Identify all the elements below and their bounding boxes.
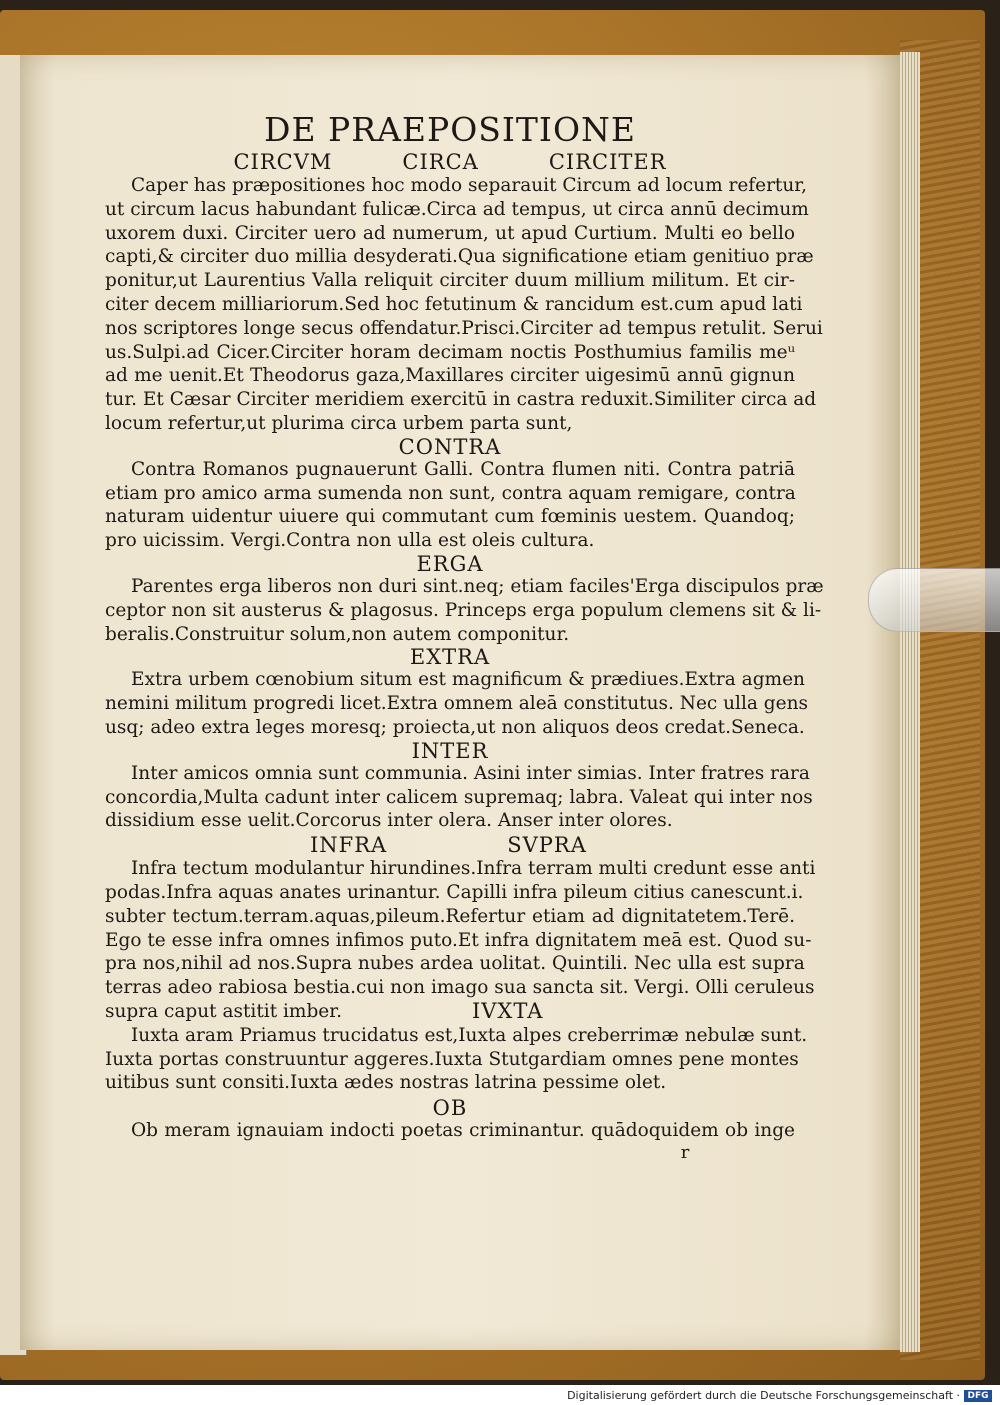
subheading: CIRCVM xyxy=(233,150,333,174)
paragraph-circum xyxy=(105,174,823,436)
text-line: capti,& circiter duo millia desyderati.Qua significatione etiam genitiuo præ xyxy=(105,246,814,268)
text-line: Ego te esse infra omnes infimos puto.Et infra dignitatem meā est. Quod su- xyxy=(105,929,812,951)
dfg-logo: DFG xyxy=(964,1390,992,1402)
page-title: DE PRAEPOSITIONE xyxy=(264,110,636,149)
text-line: ad me uenit.Et Theodorus gaza,Maxillares circiter uigesimū annū gignun xyxy=(105,365,795,387)
text-line: Contra Romanos pugnauerunt Galli. Contra flumen niti. Contra patriā xyxy=(131,458,795,480)
funding-notice: Digitalisierung gefördert durch die Deutsche Forschungsgemeinschaft · xyxy=(567,1389,960,1402)
text-line: nemini militum progredi licet.Extra omnem aleā constitutus. Nec ulla gens xyxy=(105,693,808,715)
subheading: CIRCA xyxy=(402,150,479,174)
text-line: Ob meram ignauiam indocti poetas criminantur. quādoquidem ob inge xyxy=(131,1120,795,1142)
section-heading: OB xyxy=(432,1096,468,1121)
text-line: subter tectum.terram.aquas,pileum.Refertur etiam ad dignitatetem.Terē. xyxy=(105,905,795,927)
subheading: CIRCITER xyxy=(548,150,667,174)
text-line: ceptor non sit austerus & plagosus. Princeps erga populum clemens sit & li- xyxy=(105,599,822,621)
text-line: tur. Et Cæsar Circiter meridiem exercitū in castra reduxit.Similiter circa ad xyxy=(105,389,817,411)
section-heading: EXTRA xyxy=(409,645,491,670)
paragraph-infra-supra xyxy=(105,857,816,1024)
text-line: dissidium esse uelit.Corcorus inter olera. Anser inter olores. xyxy=(105,810,673,832)
footer-bar xyxy=(0,1388,1000,1405)
text-line: Iuxta aram Priamus trucidatus est,Iuxta alpes creberrimæ nebulæ sunt. xyxy=(131,1024,808,1046)
section-heading: IVXTA xyxy=(471,998,544,1023)
text-line: locum refertur,ut plurima circa urbem parta sunt, xyxy=(105,412,573,434)
text-line: etiam pro amico arma sumenda non sunt, contra aquam remigare, contra xyxy=(105,482,796,504)
text-line: naturam uidentur uiuere qui commutant cum fœminis uestem. Quandoq; xyxy=(105,506,795,528)
page-text xyxy=(105,110,824,1163)
text-line: ut circum lacus habundant fulicæ.Circa ad tempus, ut circa annū decimum xyxy=(105,198,809,220)
page-stack-edge xyxy=(900,52,920,1352)
text-line: Extra urbem cœnobium situm est magnificum & prædiues.Extra agmen xyxy=(131,669,805,691)
page-clip xyxy=(868,568,1000,632)
text-fragment: supra caput astitit imber. xyxy=(105,1000,342,1022)
text-line: pra nos,nihil ad nos.Supra nubes ardea uolitat. Quintili. Nec ulla est supra xyxy=(105,953,805,975)
text-line: pro uicissim. Vergi.Contra non ulla est oleis cultura. xyxy=(105,530,595,552)
subheading-row xyxy=(105,833,795,857)
text-line: concordia,Multa cadunt inter calicem supremaq; labra. Valeat qui inter nos xyxy=(105,786,813,808)
text-line: usq; adeo extra leges moresq; proiecta,ut non aliquos deos credat.Seneca. xyxy=(105,716,805,738)
section-heading: ERGA xyxy=(416,551,484,576)
text-line: uitibus sunt consiti.Iuxta ædes nostras latrina pessime olet. xyxy=(105,1072,667,1094)
text-line: podas.Infra aquas anates urinantur. Capilli infra pileum citius canescunt.i. xyxy=(105,881,804,903)
text-line: ponitur,ut Laurentius Valla reliquit circiter duum millium militum. Et cir- xyxy=(105,270,795,292)
text-line: beralis.Construitur solum,non autem componitur. xyxy=(105,623,570,645)
text-line: Infra tectum modulantur hirundines.Infra terram multi credunt esse anti xyxy=(131,858,816,880)
section-heading: INTER xyxy=(411,738,489,763)
text-line xyxy=(105,1000,795,1024)
paragraph-erga xyxy=(105,575,824,646)
text-line: Parentes erga liberos non duri sint.neq; etiam faciles'Erga discipulos præ xyxy=(131,575,824,597)
paragraph-extra xyxy=(105,668,808,739)
text-line: Iuxta portas construuntur aggeres.Iuxta Stutgardiam omnes pene montes xyxy=(105,1048,799,1070)
subheading-row xyxy=(105,150,795,174)
text-line: Caper has præpositiones hoc modo separauit Circum ad locum refertur, xyxy=(131,175,807,196)
text-line: nos scriptores longe secus offendatur.Prisci.Circiter ad tempus retulit. Serui xyxy=(105,317,823,339)
section-heading: CONTRA xyxy=(398,434,502,459)
signature-mark: r xyxy=(680,1141,690,1163)
text-line: citer decem milliariorum.Sed hoc fetutinum & rancidum est.cum apud lati xyxy=(105,293,803,315)
paragraph-iuxta xyxy=(105,1024,808,1095)
text-line: us.Sulpi.ad Cicer.Circiter horam decimam noctis Posthumius familis meᵘ xyxy=(105,341,795,363)
text-line: Inter amicos omnia sunt communia. Asini inter simias. Inter fratres rara xyxy=(131,762,810,784)
paragraph-inter xyxy=(105,762,813,833)
text-line: uxorem duxi. Circiter uero ad numerum, ut apud Curtium. Multi eo bello xyxy=(105,222,795,244)
paragraph-contra xyxy=(105,458,795,553)
text-line: terras adeo rabiosa bestia.cui non imago sua sancta sit. Vergi. Olli ceruleus xyxy=(105,977,815,999)
paragraph-ob xyxy=(105,1119,795,1143)
section-heading: SVPRA xyxy=(507,833,587,858)
section-heading: INFRA xyxy=(310,833,388,858)
